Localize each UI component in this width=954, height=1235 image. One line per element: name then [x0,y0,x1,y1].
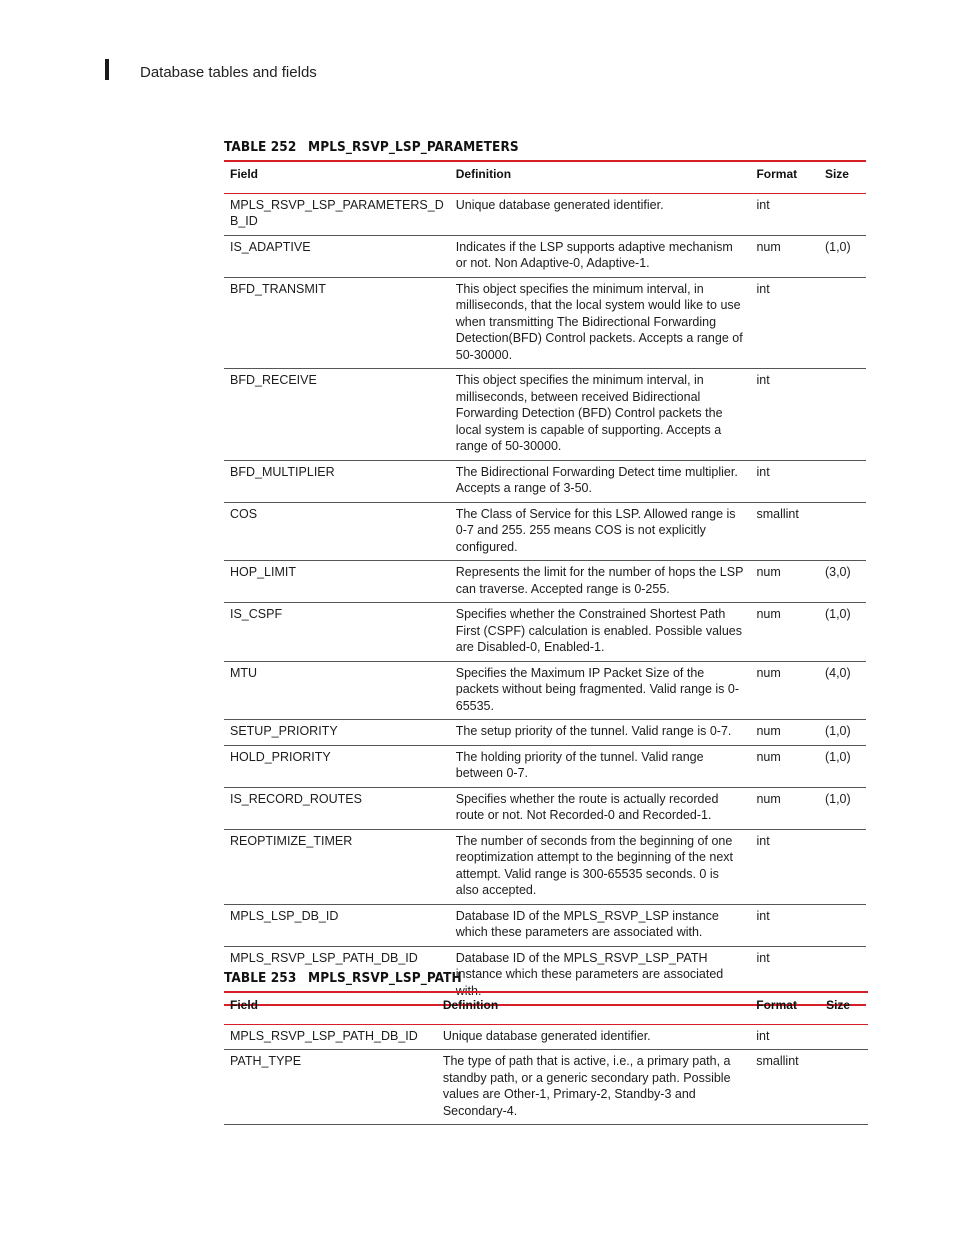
column-header-format: Format [750,161,819,193]
cell-size [820,1050,868,1125]
cell-definition: The Bidirectional Forwarding Detect time multiplier. Accepts a range of 3-50. [450,460,751,502]
table-253-name: MPLS_RSVP_LSP_PATH [308,970,462,986]
cell-format: int [750,946,819,1005]
cell-field: SETUP_PRIORITY [224,720,450,746]
cell-format: num [750,603,819,662]
table-header-row [224,161,866,193]
cell-format: num [750,661,819,720]
cell-field: BFD_RECEIVE [224,369,450,461]
cell-size [819,369,866,461]
table-row [224,369,866,461]
cell-format: smallint [750,502,819,561]
cell-field: MPLS_RSVP_LSP_PATH_DB_ID [224,1024,437,1050]
cell-format: smallint [750,1050,820,1125]
cell-size: (4,0) [819,661,866,720]
column-header-field: Field [224,161,450,193]
cell-definition: This object specifies the minimum interval, in milliseconds, between received Bidirectional Forwarding Detection (BFD) Control packets the local system is capable of supporting. Accepts a range of 50-30000. [450,369,751,461]
table-row [224,235,866,277]
table-252-number: TABLE 252 [224,139,297,155]
table-row [224,1050,868,1125]
cell-format: num [750,561,819,603]
cell-definition: The holding priority of the tunnel. Valid range between 0-7. [450,745,751,787]
table-row [224,277,866,369]
cell-field: BFD_TRANSMIT [224,277,450,369]
running-title: Database tables and fields [140,64,317,81]
cell-field: BFD_MULTIPLIER [224,460,450,502]
table-row [224,787,866,829]
cell-size [819,904,866,946]
cell-field: MPLS_RSVP_LSP_PATH_DB_ID [224,946,450,1005]
table-253 [224,991,868,1125]
cell-definition: The number of seconds from the beginning of one reoptimization attempt to the beginning of the next attempt. Valid range is 300-65535 seconds. 0 is also accepted. [450,829,751,904]
cell-size: (1,0) [819,720,866,746]
cell-format: int [750,369,819,461]
cell-definition: Specifies the Maximum IP Packet Size of the packets without being fragmented. Valid range is 0-65535. [450,661,751,720]
cell-format: num [750,745,819,787]
cell-field: IS_ADAPTIVE [224,235,450,277]
cell-definition: Specifies whether the route is actually recorded route or not. Not Recorded-0 and Recorded-1. [450,787,751,829]
cell-size [820,1024,868,1050]
cell-definition: Unique database generated identifier. [450,193,751,235]
cell-field: REOPTIMIZE_TIMER [224,829,450,904]
cell-field: HOP_LIMIT [224,561,450,603]
cell-field: MTU [224,661,450,720]
column-header-size: Size [820,992,868,1024]
cell-size: (3,0) [819,561,866,603]
cell-size: (1,0) [819,787,866,829]
column-header-definition: Definition [450,161,751,193]
cell-size: (1,0) [819,235,866,277]
cell-format: num [750,787,819,829]
cell-format: int [750,1024,820,1050]
cell-size: (1,0) [819,603,866,662]
table-row [224,561,866,603]
margin-bar [105,59,109,80]
cell-format: num [750,235,819,277]
table-header-row [224,992,868,1024]
cell-definition: Unique database generated identifier. [437,1024,750,1050]
cell-definition: Represents the limit for the number of hops the LSP can traverse. Accepted range is 0-255. [450,561,751,603]
cell-definition: The type of path that is active, i.e., a primary path, a standby path, or a generic secondary path. Possible values are Other-1, Primary-2, Standby-3 and Secondary-4. [437,1050,750,1125]
cell-size: (1,0) [819,745,866,787]
cell-field: IS_CSPF [224,603,450,662]
cell-definition: Indicates if the LSP supports adaptive mechanism or not. Non Adaptive-0, Adaptive-1. [450,235,751,277]
cell-field: MPLS_RSVP_LSP_PARAMETERS_D B_ID [224,193,450,235]
cell-field: IS_RECORD_ROUTES [224,787,450,829]
table-row [224,502,866,561]
cell-field: MPLS_LSP_DB_ID [224,904,450,946]
cell-format: int [750,193,819,235]
column-header-format: Format [750,992,820,1024]
column-header-definition: Definition [437,992,750,1024]
cell-definition: Specifies whether the Constrained Shortest Path First (CSPF) calculation is enabled. Possible values are Disabled-0, Enabled-1. [450,603,751,662]
cell-field: PATH_TYPE [224,1050,437,1125]
table-252 [224,160,866,1006]
table-row [224,904,866,946]
cell-definition: This object specifies the minimum interval, in milliseconds, that the local system would like to use when transmitting The Bidirectional Forwarding Detection(BFD) Control packets. Accepts a range of 50-30000. [450,277,751,369]
table-253-caption [224,970,462,986]
table-row [224,1024,868,1050]
table-252-name: MPLS_RSVP_LSP_PARAMETERS [308,139,519,155]
cell-format: int [750,904,819,946]
table-row [224,829,866,904]
table-252-caption [224,139,519,155]
cell-format: int [750,460,819,502]
column-header-field: Field [224,992,437,1024]
cell-definition: The setup priority of the tunnel. Valid range is 0-7. [450,720,751,746]
cell-definition: Database ID of the MPLS_RSVP_LSP_PATH instance which these parameters are associated with. [450,946,751,1005]
table-253-number: TABLE 253 [224,970,297,986]
table-row [224,193,866,235]
table-row [224,720,866,746]
cell-size [819,460,866,502]
cell-definition: Database ID of the MPLS_RSVP_LSP instance which these parameters are associated with. [450,904,751,946]
cell-field: COS [224,502,450,561]
cell-size [819,193,866,235]
table-row [224,460,866,502]
cell-size [819,277,866,369]
table-row [224,603,866,662]
cell-format: int [750,277,819,369]
cell-format: num [750,720,819,746]
table-row [224,745,866,787]
table-row [224,661,866,720]
cell-definition: The Class of Service for this LSP. Allowed range is 0-7 and 255. 255 means COS is not explicitly configured. [450,502,751,561]
cell-size [819,829,866,904]
cell-format: int [750,829,819,904]
column-header-size: Size [819,161,866,193]
cell-size [819,502,866,561]
cell-field: HOLD_PRIORITY [224,745,450,787]
